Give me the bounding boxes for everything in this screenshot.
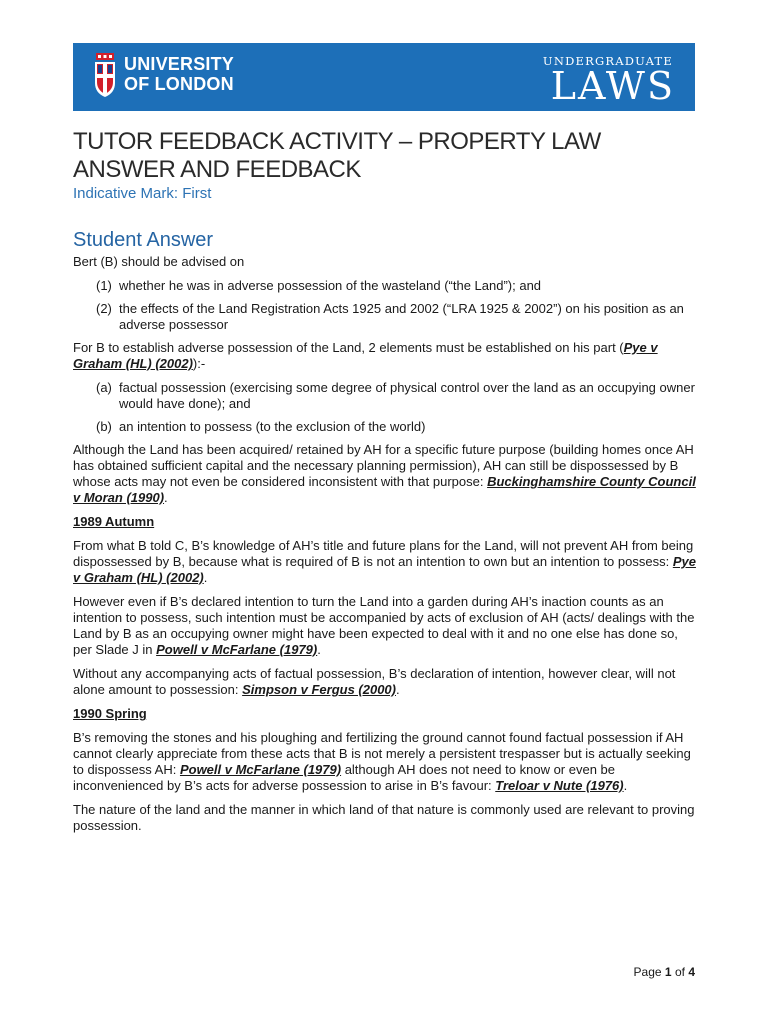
title-line-2: ANSWER AND FEEDBACK	[73, 156, 361, 183]
case-citation: Buckinghamshire County Council v Moran (1990)	[73, 474, 696, 505]
text-run: Without any accompanying acts of factual possession, B’s declaration of intention, however clear, will not alone amount to possession:	[73, 666, 676, 697]
text-run: For B to establish adverse possession of the Land, 2 elements must be established on his part (	[73, 340, 624, 355]
intro-paragraph: Bert (B) should be advised on	[73, 254, 245, 269]
text-run: However even if B’s declared intention to turn the Land into a garden during AH’s inaction counts as an intention to possess, such intention must be accompanied by acts of exclusion of AH (acts/ dealings with the Land by B as an occupying owner might have been expected to deal with it and no one else has done so, per Slade J in	[73, 594, 695, 657]
page-current: 1	[664, 965, 672, 979]
list-number: (a)	[96, 380, 112, 395]
paragraph-purpose	[73, 442, 698, 506]
list-text: an intention to possess (to the exclusion of the world)	[119, 419, 426, 434]
paragraph-declaration	[73, 666, 698, 698]
list-item	[73, 301, 698, 333]
subheading-1990: 1990 Spring	[73, 706, 147, 721]
text-run: although AH does not need to know or even be inconvenienced by B’s acts for adverse possession to arise in B’s favour:	[73, 762, 615, 793]
institution-line-2: OF LONDON	[124, 74, 234, 94]
subheading-1989: 1989 Autumn	[73, 514, 155, 529]
list-item	[73, 380, 698, 412]
case-citation: Pye v Graham (HL) (2002)	[73, 554, 696, 585]
document-title	[73, 128, 713, 184]
list-text: factual possession (exercising some degree of physical control over the land as an occupying owner would have done); and	[119, 380, 695, 411]
paragraph-nature-of-land: The nature of the land and the manner in which land of that nature is commonly used are relevant to proving possession.	[73, 802, 695, 833]
page-word: Page	[633, 965, 662, 979]
list-number: (1)	[96, 278, 112, 293]
header-banner	[73, 43, 695, 111]
programme-label-small: UNDERGRADUATE	[542, 54, 673, 68]
section-heading: Student Answer	[73, 229, 214, 251]
programme-label-big: LAWS	[550, 64, 675, 108]
list-item	[73, 278, 698, 294]
text-run: Although the Land has been acquired/ retained by AH for a specific future purpose (building homes once AH has obtained sufficient capital and the necessary planning permission), AH can still be dispossessed by B whose acts may not even be considered inconsistent with that purpose:	[73, 442, 694, 489]
university-crest-icon	[94, 53, 116, 97]
list-item	[73, 419, 698, 435]
text-run: .	[317, 642, 321, 657]
case-citation: Powell v McFarlane (1979)	[156, 642, 318, 657]
page-number	[634, 965, 695, 979]
title-line-1: TUTOR FEEDBACK ACTIVITY – PROPERTY LAW	[73, 128, 601, 155]
indicative-mark: Indicative Mark: First	[73, 185, 212, 202]
of-word: of	[674, 965, 685, 979]
case-citation: Pye v Graham (HL) (2002)	[73, 340, 658, 371]
text-run: ):-	[192, 356, 206, 371]
university-wordmark	[124, 54, 234, 94]
page-total: 4	[688, 965, 695, 979]
text-run: .	[623, 778, 628, 793]
text-run: .	[396, 682, 400, 697]
case-citation: Simpson v Fergus (2000)	[242, 682, 396, 697]
paragraph-factual-possession	[73, 730, 698, 794]
list-number: (2)	[96, 301, 112, 316]
text-run: B’s removing the stones and his ploughing and fertilizing the ground cannot found factual possession if AH cannot clearly appreciate from these acts that B is not merely a persistent trespasser but is actually seeking to dispossess AH:	[73, 730, 691, 777]
paragraph-knowledge	[73, 538, 698, 586]
case-citation: Treloar v Nute (1976)	[495, 778, 624, 793]
list-text: the effects of the Land Registration Acts 1925 and 2002 (“LRA 1925 & 2002”) on his position as an adverse possessor	[119, 301, 684, 332]
case-citation: Powell v McFarlane (1979)	[179, 762, 342, 777]
institution-line-1: UNIVERSITY	[124, 54, 235, 74]
answer-body	[73, 254, 698, 842]
list-number: (b)	[96, 419, 112, 434]
text-run: .	[164, 490, 168, 505]
paragraph-elements	[73, 340, 698, 372]
list-text: whether he was in adverse possession of the wasteland (“the Land”); and	[119, 278, 542, 293]
text-run: From what B told C, B’s knowledge of AH’s title and future plans for the Land, will not prevent AH from being dispossessed by B, because what is required of B is not an intention to own but an intention to possess:	[73, 538, 694, 569]
paragraph-intention	[73, 594, 698, 658]
text-run: .	[203, 570, 208, 585]
